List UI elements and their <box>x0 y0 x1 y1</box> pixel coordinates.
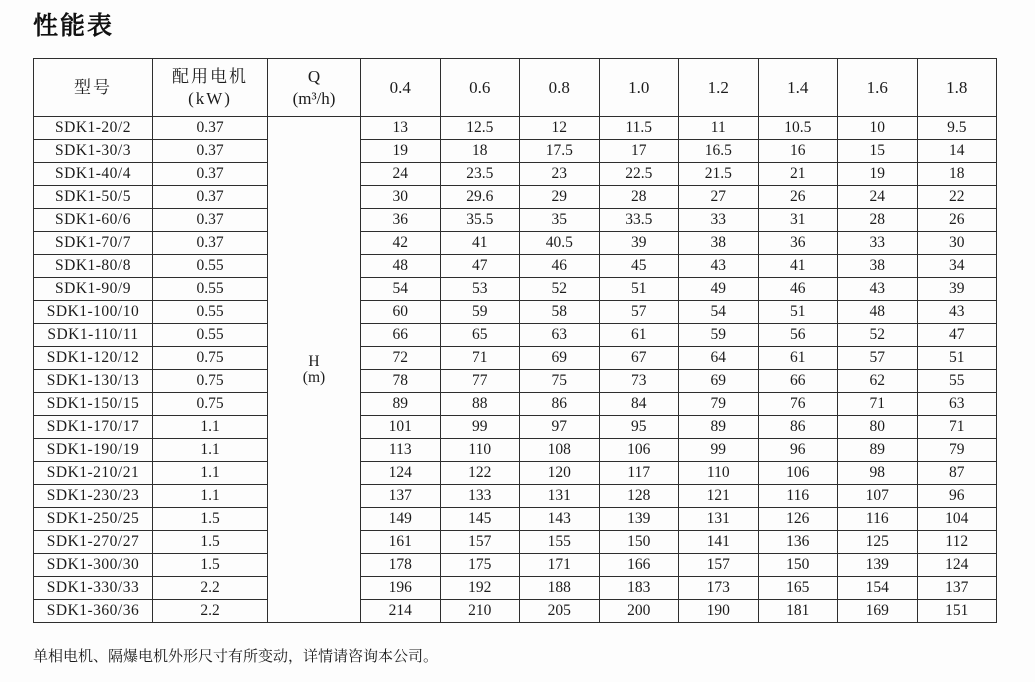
head-value-cell: 110 <box>679 462 759 485</box>
head-value-cell: 154 <box>838 577 918 600</box>
model-cell: SDK1-50/5 <box>34 186 153 209</box>
head-value-cell: 125 <box>838 531 918 554</box>
model-cell: SDK1-130/13 <box>34 370 153 393</box>
head-symbol: H <box>308 353 320 370</box>
model-cell: SDK1-60/6 <box>34 209 153 232</box>
head-value-cell: 56 <box>758 324 838 347</box>
head-value-cell: 47 <box>440 255 520 278</box>
model-cell: SDK1-250/25 <box>34 508 153 531</box>
model-cell: SDK1-70/7 <box>34 232 153 255</box>
head-value-cell: 181 <box>758 600 838 623</box>
head-unit: (m) <box>302 368 326 386</box>
head-value-cell: 54 <box>679 301 759 324</box>
head-value-cell: 11 <box>679 117 759 140</box>
head-value-cell: 22.5 <box>599 163 679 186</box>
head-value-cell: 16.5 <box>679 140 759 163</box>
head-value-cell: 214 <box>361 600 441 623</box>
table-row <box>34 439 997 462</box>
head-value-cell: 66 <box>758 370 838 393</box>
head-axis-label-cell <box>268 117 361 623</box>
head-value-cell: 29.6 <box>440 186 520 209</box>
table-row <box>34 278 997 301</box>
head-value-cell: 87 <box>917 462 997 485</box>
head-value-cell: 67 <box>599 347 679 370</box>
table-row <box>34 577 997 600</box>
footer-note: 单相电机、隔爆电机外形尺寸有所变动，详情请咨询本公司。 <box>33 648 439 665</box>
table-row <box>34 301 997 324</box>
head-value-cell: 28 <box>599 186 679 209</box>
head-value-cell: 96 <box>758 439 838 462</box>
motor-power-cell: 0.37 <box>153 163 268 186</box>
table-row <box>34 554 997 577</box>
head-value-cell: 63 <box>520 324 600 347</box>
col-header-flow-q <box>268 59 361 117</box>
motor-power-cell: 2.2 <box>153 577 268 600</box>
head-value-cell: 171 <box>520 554 600 577</box>
col-header-flow-value: 1.2 <box>679 59 759 117</box>
head-value-cell: 62 <box>838 370 918 393</box>
head-value-cell: 178 <box>361 554 441 577</box>
motor-power-cell: 1.1 <box>153 485 268 508</box>
table-row <box>34 370 997 393</box>
col-header-flow-value: 1.4 <box>758 59 838 117</box>
head-value-cell: 116 <box>838 508 918 531</box>
head-value-cell: 155 <box>520 531 600 554</box>
head-value-cell: 58 <box>520 301 600 324</box>
head-value-cell: 205 <box>520 600 600 623</box>
head-value-cell: 133 <box>440 485 520 508</box>
head-value-cell: 150 <box>599 531 679 554</box>
page-title: 性能表 <box>33 12 115 40</box>
head-value-cell: 33 <box>679 209 759 232</box>
head-value-cell: 18 <box>440 140 520 163</box>
motor-power-cell: 0.37 <box>153 232 268 255</box>
head-value-cell: 113 <box>361 439 441 462</box>
head-value-cell: 95 <box>599 416 679 439</box>
head-value-cell: 161 <box>361 531 441 554</box>
head-value-cell: 89 <box>838 439 918 462</box>
head-value-cell: 71 <box>838 393 918 416</box>
table-row <box>34 416 997 439</box>
head-value-cell: 124 <box>361 462 441 485</box>
table-row <box>34 508 997 531</box>
performance-table <box>33 58 997 623</box>
model-cell: SDK1-40/4 <box>34 163 153 186</box>
table-row <box>34 600 997 623</box>
head-value-cell: 39 <box>917 278 997 301</box>
head-value-cell: 54 <box>361 278 441 301</box>
head-value-cell: 57 <box>838 347 918 370</box>
head-value-cell: 36 <box>758 232 838 255</box>
table-body <box>34 117 997 623</box>
head-value-cell: 196 <box>361 577 441 600</box>
head-value-cell: 12 <box>520 117 600 140</box>
motor-power-cell: 0.55 <box>153 301 268 324</box>
head-value-cell: 97 <box>520 416 600 439</box>
head-value-cell: 34 <box>917 255 997 278</box>
head-value-cell: 71 <box>440 347 520 370</box>
table-row <box>34 324 997 347</box>
head-value-cell: 43 <box>679 255 759 278</box>
head-value-cell: 42 <box>361 232 441 255</box>
col-header-flow-value: 1.6 <box>838 59 918 117</box>
col-header-flow-value: 0.6 <box>440 59 520 117</box>
motor-power-cell: 0.55 <box>153 255 268 278</box>
head-value-cell: 24 <box>361 163 441 186</box>
head-value-cell: 26 <box>917 209 997 232</box>
head-value-cell: 31 <box>758 209 838 232</box>
head-value-cell: 38 <box>679 232 759 255</box>
model-cell: SDK1-100/10 <box>34 301 153 324</box>
model-cell: SDK1-270/27 <box>34 531 153 554</box>
motor-power-cell: 0.75 <box>153 370 268 393</box>
head-value-cell: 121 <box>679 485 759 508</box>
head-value-cell: 124 <box>917 554 997 577</box>
head-value-cell: 23.5 <box>440 163 520 186</box>
head-value-cell: 76 <box>758 393 838 416</box>
motor-power-cell: 0.55 <box>153 324 268 347</box>
head-value-cell: 64 <box>679 347 759 370</box>
model-cell: SDK1-300/30 <box>34 554 153 577</box>
model-cell: SDK1-360/36 <box>34 600 153 623</box>
head-value-cell: 18 <box>917 163 997 186</box>
head-value-cell: 75 <box>520 370 600 393</box>
head-value-cell: 86 <box>520 393 600 416</box>
head-value-cell: 30 <box>361 186 441 209</box>
head-value-cell: 33 <box>838 232 918 255</box>
model-cell: SDK1-210/21 <box>34 462 153 485</box>
head-value-cell: 141 <box>679 531 759 554</box>
head-value-cell: 30 <box>917 232 997 255</box>
table-row <box>34 163 997 186</box>
col-header-model: 型号 <box>34 59 153 117</box>
head-value-cell: 59 <box>679 324 759 347</box>
head-value-cell: 88 <box>440 393 520 416</box>
table-row <box>34 186 997 209</box>
model-cell: SDK1-90/9 <box>34 278 153 301</box>
model-cell: SDK1-80/8 <box>34 255 153 278</box>
head-value-cell: 149 <box>361 508 441 531</box>
head-value-cell: 66 <box>361 324 441 347</box>
table-row <box>34 232 997 255</box>
model-cell: SDK1-30/3 <box>34 140 153 163</box>
head-value-cell: 15 <box>838 140 918 163</box>
motor-header-name: 配用电机 <box>172 67 248 87</box>
head-value-cell: 108 <box>520 439 600 462</box>
motor-power-cell: 0.37 <box>153 117 268 140</box>
head-value-cell: 16 <box>758 140 838 163</box>
table-row <box>34 209 997 232</box>
motor-power-cell: 0.75 <box>153 393 268 416</box>
head-value-cell: 61 <box>758 347 838 370</box>
col-header-motor-power <box>153 59 268 117</box>
head-value-cell: 9.5 <box>917 117 997 140</box>
head-value-cell: 24 <box>838 186 918 209</box>
table-row <box>34 347 997 370</box>
head-value-cell: 48 <box>838 301 918 324</box>
head-value-cell: 122 <box>440 462 520 485</box>
head-value-cell: 166 <box>599 554 679 577</box>
head-value-cell: 107 <box>838 485 918 508</box>
head-value-cell: 65 <box>440 324 520 347</box>
head-value-cell: 169 <box>838 600 918 623</box>
col-header-flow-value: 0.4 <box>361 59 441 117</box>
head-value-cell: 36 <box>361 209 441 232</box>
head-value-cell: 157 <box>679 554 759 577</box>
head-value-cell: 89 <box>361 393 441 416</box>
head-value-cell: 47 <box>917 324 997 347</box>
head-value-cell: 86 <box>758 416 838 439</box>
head-value-cell: 77 <box>440 370 520 393</box>
head-value-cell: 72 <box>361 347 441 370</box>
head-value-cell: 49 <box>679 278 759 301</box>
motor-header-unit: (kW) <box>188 88 232 108</box>
head-value-cell: 13 <box>361 117 441 140</box>
head-value-cell: 131 <box>520 485 600 508</box>
head-value-cell: 151 <box>917 600 997 623</box>
head-value-cell: 57 <box>599 301 679 324</box>
head-value-cell: 53 <box>440 278 520 301</box>
head-value-cell: 48 <box>361 255 441 278</box>
q-unit: (m³/h) <box>292 88 336 108</box>
head-value-cell: 104 <box>917 508 997 531</box>
head-value-cell: 51 <box>599 278 679 301</box>
head-value-cell: 33.5 <box>599 209 679 232</box>
head-value-cell: 41 <box>440 232 520 255</box>
head-value-cell: 136 <box>758 531 838 554</box>
head-value-cell: 175 <box>440 554 520 577</box>
head-value-cell: 40.5 <box>520 232 600 255</box>
q-symbol: Q <box>307 67 321 87</box>
head-value-cell: 173 <box>679 577 759 600</box>
head-value-cell: 46 <box>520 255 600 278</box>
head-value-cell: 45 <box>599 255 679 278</box>
motor-power-cell: 1.5 <box>153 508 268 531</box>
head-value-cell: 38 <box>838 255 918 278</box>
model-cell: SDK1-330/33 <box>34 577 153 600</box>
head-value-cell: 106 <box>599 439 679 462</box>
head-value-cell: 98 <box>838 462 918 485</box>
head-value-cell: 157 <box>440 531 520 554</box>
head-value-cell: 110 <box>440 439 520 462</box>
motor-power-cell: 0.37 <box>153 209 268 232</box>
head-value-cell: 188 <box>520 577 600 600</box>
model-cell: SDK1-20/2 <box>34 117 153 140</box>
col-header-flow-value: 1.0 <box>599 59 679 117</box>
head-value-cell: 60 <box>361 301 441 324</box>
motor-power-cell: 2.2 <box>153 600 268 623</box>
head-value-cell: 19 <box>838 163 918 186</box>
head-value-cell: 39 <box>599 232 679 255</box>
head-value-cell: 112 <box>917 531 997 554</box>
head-value-cell: 89 <box>679 416 759 439</box>
head-value-cell: 128 <box>599 485 679 508</box>
head-value-cell: 11.5 <box>599 117 679 140</box>
head-value-cell: 126 <box>758 508 838 531</box>
head-value-cell: 116 <box>758 485 838 508</box>
head-value-cell: 41 <box>758 255 838 278</box>
motor-power-cell: 1.5 <box>153 531 268 554</box>
head-value-cell: 200 <box>599 600 679 623</box>
head-value-cell: 78 <box>361 370 441 393</box>
head-value-cell: 52 <box>520 278 600 301</box>
table-row <box>34 462 997 485</box>
head-value-cell: 23 <box>520 163 600 186</box>
head-value-cell: 35.5 <box>440 209 520 232</box>
col-header-flow-value: 1.8 <box>917 59 997 117</box>
head-value-cell: 117 <box>599 462 679 485</box>
head-value-cell: 51 <box>917 347 997 370</box>
head-value-cell: 55 <box>917 370 997 393</box>
head-value-cell: 63 <box>917 393 997 416</box>
model-cell: SDK1-230/23 <box>34 485 153 508</box>
head-value-cell: 131 <box>679 508 759 531</box>
head-value-cell: 71 <box>917 416 997 439</box>
head-value-cell: 101 <box>361 416 441 439</box>
head-value-cell: 43 <box>838 278 918 301</box>
head-value-cell: 137 <box>917 577 997 600</box>
head-value-cell: 79 <box>917 439 997 462</box>
head-value-cell: 192 <box>440 577 520 600</box>
head-value-cell: 183 <box>599 577 679 600</box>
head-value-cell: 22 <box>917 186 997 209</box>
head-value-cell: 190 <box>679 600 759 623</box>
motor-power-cell: 0.75 <box>153 347 268 370</box>
head-value-cell: 99 <box>440 416 520 439</box>
col-header-flow-value: 0.8 <box>520 59 600 117</box>
motor-power-cell: 1.1 <box>153 439 268 462</box>
head-value-cell: 17 <box>599 140 679 163</box>
head-value-cell: 46 <box>758 278 838 301</box>
head-value-cell: 150 <box>758 554 838 577</box>
head-value-cell: 106 <box>758 462 838 485</box>
head-value-cell: 84 <box>599 393 679 416</box>
model-cell: SDK1-190/19 <box>34 439 153 462</box>
head-value-cell: 43 <box>917 301 997 324</box>
head-value-cell: 120 <box>520 462 600 485</box>
motor-power-cell: 1.5 <box>153 554 268 577</box>
head-value-cell: 99 <box>679 439 759 462</box>
head-value-cell: 61 <box>599 324 679 347</box>
head-value-cell: 145 <box>440 508 520 531</box>
head-value-cell: 69 <box>679 370 759 393</box>
head-value-cell: 96 <box>917 485 997 508</box>
table-row <box>34 117 997 140</box>
model-cell: SDK1-120/12 <box>34 347 153 370</box>
head-value-cell: 35 <box>520 209 600 232</box>
head-value-cell: 26 <box>758 186 838 209</box>
motor-power-cell: 0.37 <box>153 186 268 209</box>
table-row <box>34 531 997 554</box>
head-value-cell: 73 <box>599 370 679 393</box>
table-header-row <box>34 59 997 117</box>
head-value-cell: 10 <box>838 117 918 140</box>
head-value-cell: 21 <box>758 163 838 186</box>
head-value-cell: 139 <box>599 508 679 531</box>
table-row <box>34 140 997 163</box>
head-value-cell: 59 <box>440 301 520 324</box>
head-value-cell: 10.5 <box>758 117 838 140</box>
head-value-cell: 143 <box>520 508 600 531</box>
head-value-cell: 165 <box>758 577 838 600</box>
motor-power-cell: 1.1 <box>153 462 268 485</box>
model-cell: SDK1-170/17 <box>34 416 153 439</box>
head-value-cell: 19 <box>361 140 441 163</box>
head-value-cell: 79 <box>679 393 759 416</box>
head-value-cell: 51 <box>758 301 838 324</box>
head-value-cell: 28 <box>838 209 918 232</box>
table-row <box>34 485 997 508</box>
head-value-cell: 17.5 <box>520 140 600 163</box>
head-value-cell: 52 <box>838 324 918 347</box>
head-value-cell: 21.5 <box>679 163 759 186</box>
head-value-cell: 14 <box>917 140 997 163</box>
head-value-cell: 139 <box>838 554 918 577</box>
table-row <box>34 255 997 278</box>
model-cell: SDK1-150/15 <box>34 393 153 416</box>
head-value-cell: 69 <box>520 347 600 370</box>
head-value-cell: 137 <box>361 485 441 508</box>
head-value-cell: 27 <box>679 186 759 209</box>
head-value-cell: 210 <box>440 600 520 623</box>
motor-power-cell: 0.37 <box>153 140 268 163</box>
head-value-cell: 80 <box>838 416 918 439</box>
model-cell: SDK1-110/11 <box>34 324 153 347</box>
head-value-cell: 12.5 <box>440 117 520 140</box>
head-value-cell: 29 <box>520 186 600 209</box>
table-row <box>34 393 997 416</box>
motor-power-cell: 0.55 <box>153 278 268 301</box>
motor-power-cell: 1.1 <box>153 416 268 439</box>
